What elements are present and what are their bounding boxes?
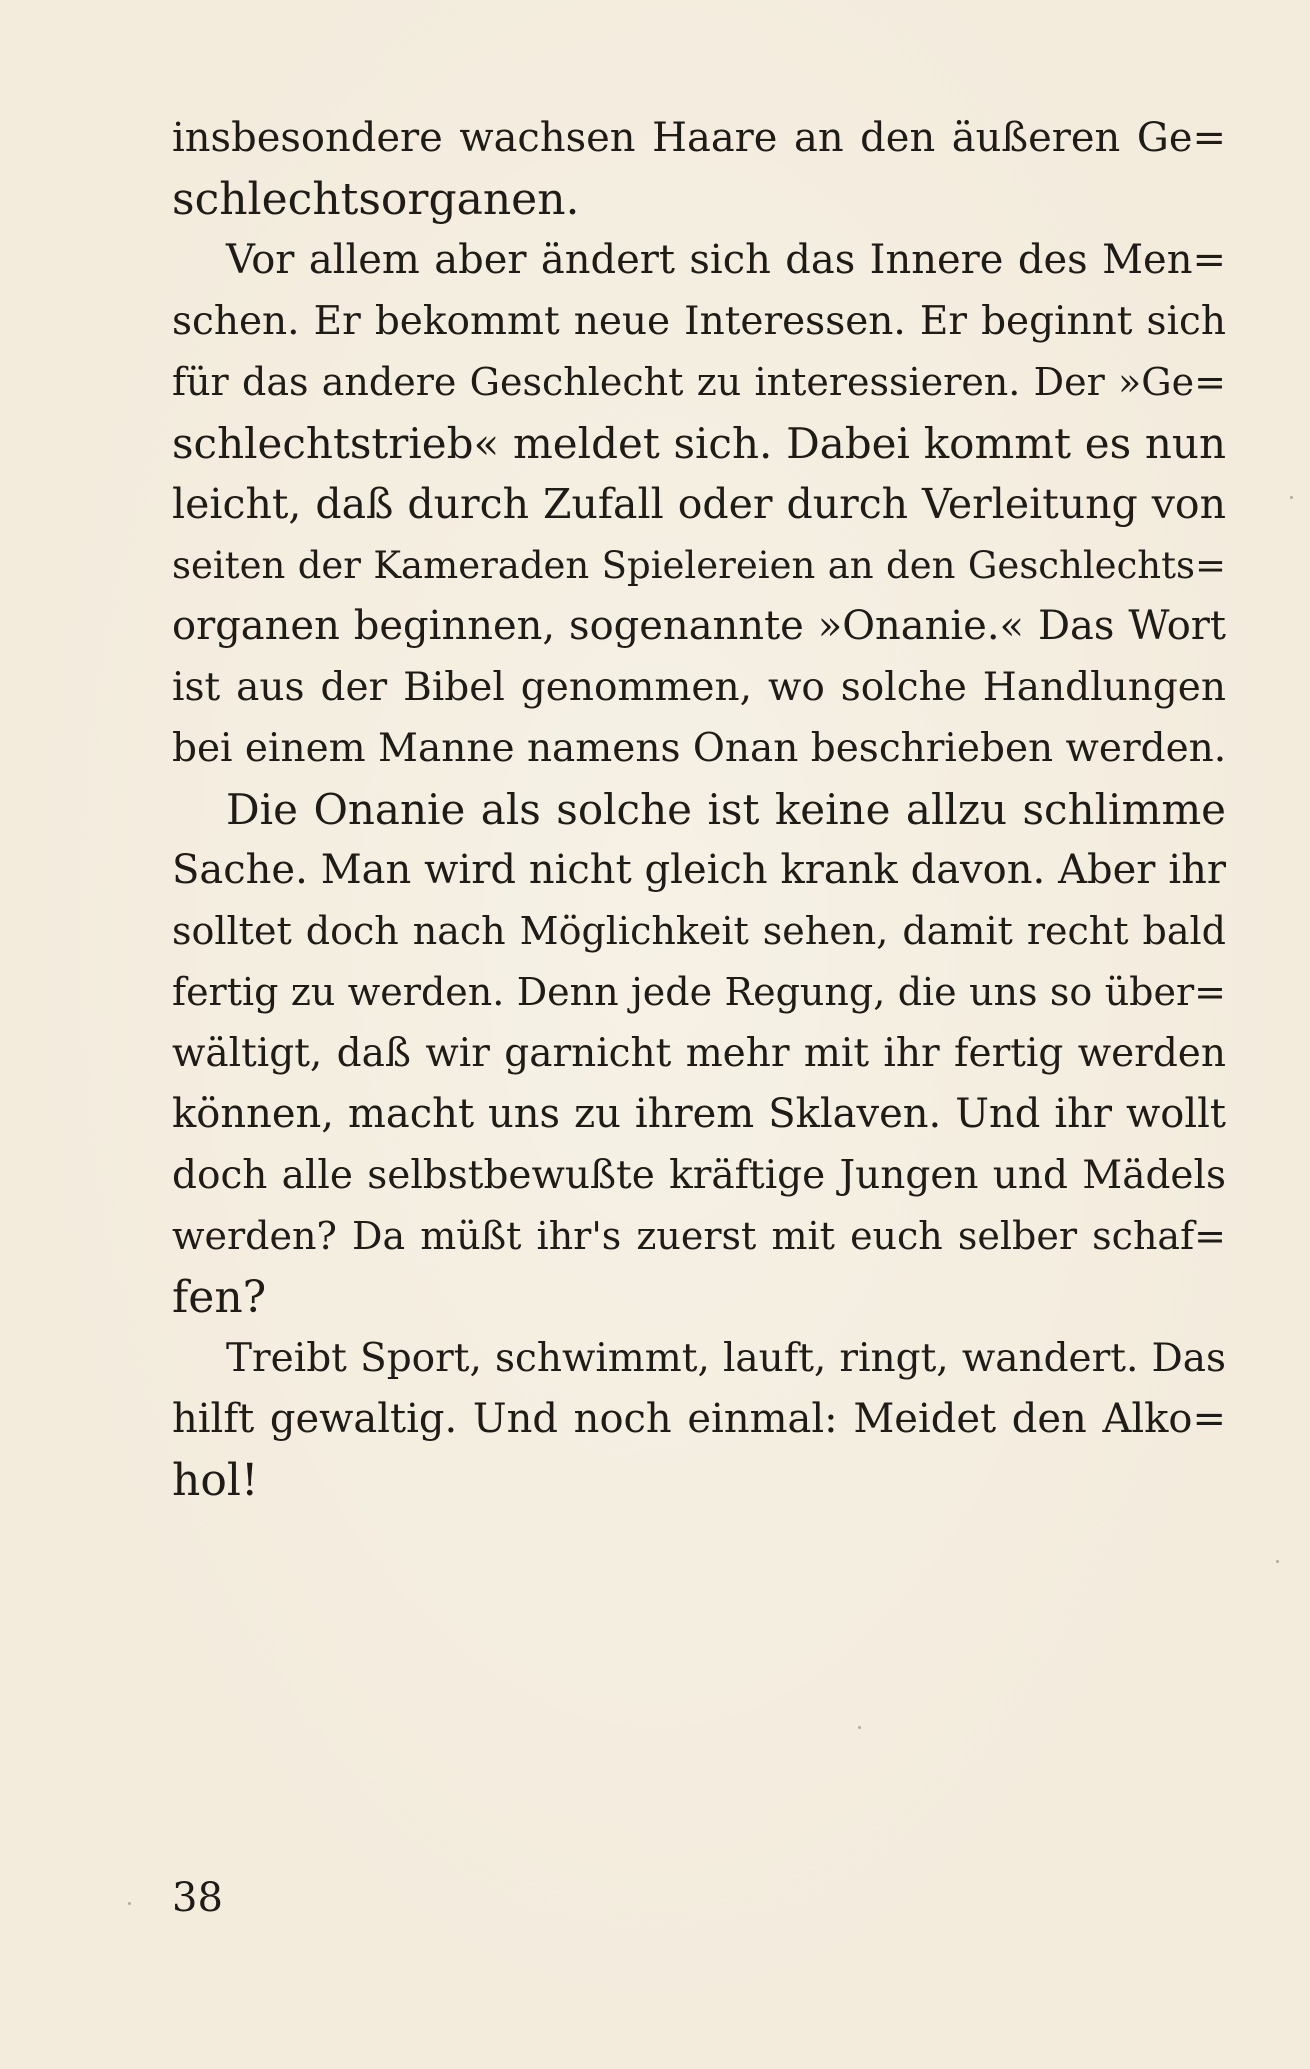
text-line: solltet doch nach Möglichkeit sehen, damit recht bald bbox=[172, 909, 1226, 953]
text-line: schlechtstrieb« meldet sich. Dabei kommt es nun bbox=[172, 419, 1226, 468]
text-line: fen? bbox=[172, 1272, 267, 1323]
paper-speck bbox=[1276, 1560, 1279, 1563]
text-line: schen. Er bekommt neue Interessen. Er beginnt sich bbox=[172, 299, 1226, 344]
text-line: Vor allem aber ändert sich das Innere des Men= bbox=[226, 237, 1226, 283]
text-line: hilft gewaltig. Und noch einmal: Meidet den Alko= bbox=[172, 1396, 1226, 1442]
text-line: fertig zu werden. Denn jede Regung, die uns so über= bbox=[172, 970, 1226, 1014]
text-line: Treibt Sport, schwimmt, lauft, ringt, wandert. Das bbox=[226, 1336, 1226, 1381]
text-line: Sache. Man wird nicht gleich krank davon. Aber ihr bbox=[172, 847, 1226, 893]
text-line: leicht, daß durch Zufall oder durch Verleitung von bbox=[172, 480, 1226, 528]
text-line: bei einem Manne namens Onan beschrieben werden. bbox=[172, 726, 1227, 771]
text-line: hol! bbox=[172, 1455, 259, 1506]
text-line: doch alle selbstbewußte kräftige Jungen und Mädels bbox=[172, 1153, 1226, 1198]
text-line: insbesondere wachsen Haare an den äußeren Ge= bbox=[172, 115, 1226, 161]
body-text bbox=[172, 108, 1226, 1511]
text-line: organen beginnen, sogenannte »Onanie.« Das Wort bbox=[172, 603, 1226, 649]
text-line: seiten der Kameraden Spielereien an den Geschlechts= bbox=[172, 544, 1226, 587]
paper-speck bbox=[128, 1902, 131, 1905]
text-line: wältigt, daß wir garnicht mehr mit ihr fertig werden bbox=[172, 1031, 1226, 1076]
page-number: 38 bbox=[172, 1875, 223, 1921]
text-line: ist aus der Bibel genommen, wo solche Handlungen bbox=[172, 665, 1226, 710]
text-line: schlechtsorganen. bbox=[172, 174, 580, 225]
text-line: können, macht uns zu ihrem Sklaven. Und ihr wollt bbox=[172, 1091, 1226, 1137]
paper-speck bbox=[858, 1726, 861, 1729]
paper-speck bbox=[1290, 496, 1293, 499]
text-line: für das andere Geschlecht zu interessieren. Der »Ge= bbox=[172, 360, 1226, 404]
text-line: Die Onanie als solche ist keine allzu schlimme bbox=[226, 785, 1226, 834]
text-line: werden? Da müßt ihr's zuerst mit euch selber schaf= bbox=[172, 1214, 1226, 1258]
